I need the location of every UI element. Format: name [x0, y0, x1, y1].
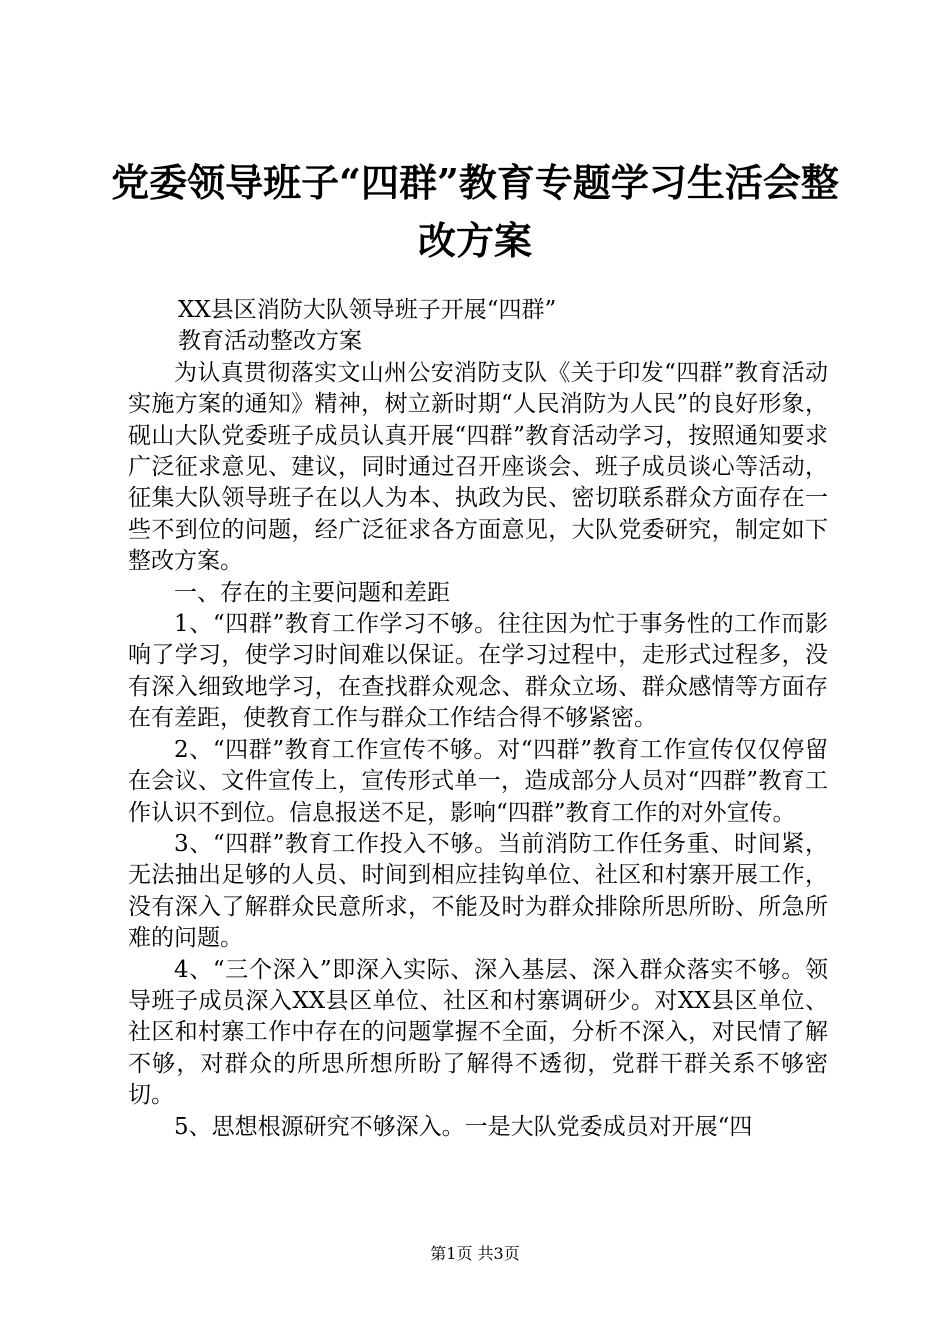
problem-item-1: 1、“四群”教育工作学习不够。往往因为忙于事务性的工作而影响了学习，使学习时间难以保证。在学习过程中，走形式过程多，没有深入细致地学习，在查找群众观念、群众立场、群众感情等方面存在有差距，使教育工作与群众工作结合得不够紧密。 — [128, 611, 828, 732]
intro-paragraph: 为认真贯彻落实文山州公安消防支队《关于印发“四群”教育活动实施方案的通知》精神，树立新时期“人民消防为人民”的良好形象，砚山大队党委班子成员认真开展“四群”教育活动学习，按照通知要求广泛征求意见、建议，同时通过召开座谈会、班子成员谈心等活动，征集大队领导班子在以人为本、执政为民、密切联系群众方面存在一些不到位的问题，经广泛征求各方面意见，大队党委研究，制定如下整改方案。 — [128, 359, 828, 575]
subtitle-line-2: 教育活动整改方案 — [178, 328, 362, 355]
section-heading: 一、存在的主要问题和差距 — [174, 579, 450, 606]
page-number-footer: 第1页 共3页 — [430, 1244, 520, 1263]
problem-item-3: 3、“四群”教育工作投入不够。当前消防工作任务重、时间紧，无法抽出足够的人员、时间到相应挂钩单位、社区和村寨开展工作，没有深入了解群众民意所求，不能及时为群众排除所思所盼、所急所难的问题。 — [128, 830, 828, 952]
document-title-line-2: 改方案 — [417, 218, 532, 263]
subtitle-line-1: XX县区消防大队领导班子开展“四群” — [178, 297, 557, 323]
document-title-line-1: 党委领导班子“四群”教育专题学习生活会整 — [111, 160, 839, 205]
document-body — [128, 295, 828, 1143]
problem-item-2: 2、“四群”教育工作宣传不够。对“四群”教育工作宣传仅仅停留在会议、文件宣传上，宣传形式单一，造成部分人员对“四群”教育工作认识不到位。信息报送不足，影响“四群”教育工作的对外宣传。 — [128, 736, 828, 826]
problem-item-4: 4、“三个深入”即深入实际、深入基层、深入群众落实不够。领导班子成员深入XX县区单位、社区和村寨调研少。对XX县区单位、社区和村寨工作中存在的问题掌握不全面，分析不深入，对民情了解不够，对群众的所思所想所盼了解得不透彻，党群干群关系不够密切。 — [128, 956, 828, 1109]
problem-item-5: 5、思想根源研究不够深入。一是大队党委成员对开展“四 — [174, 1113, 753, 1140]
